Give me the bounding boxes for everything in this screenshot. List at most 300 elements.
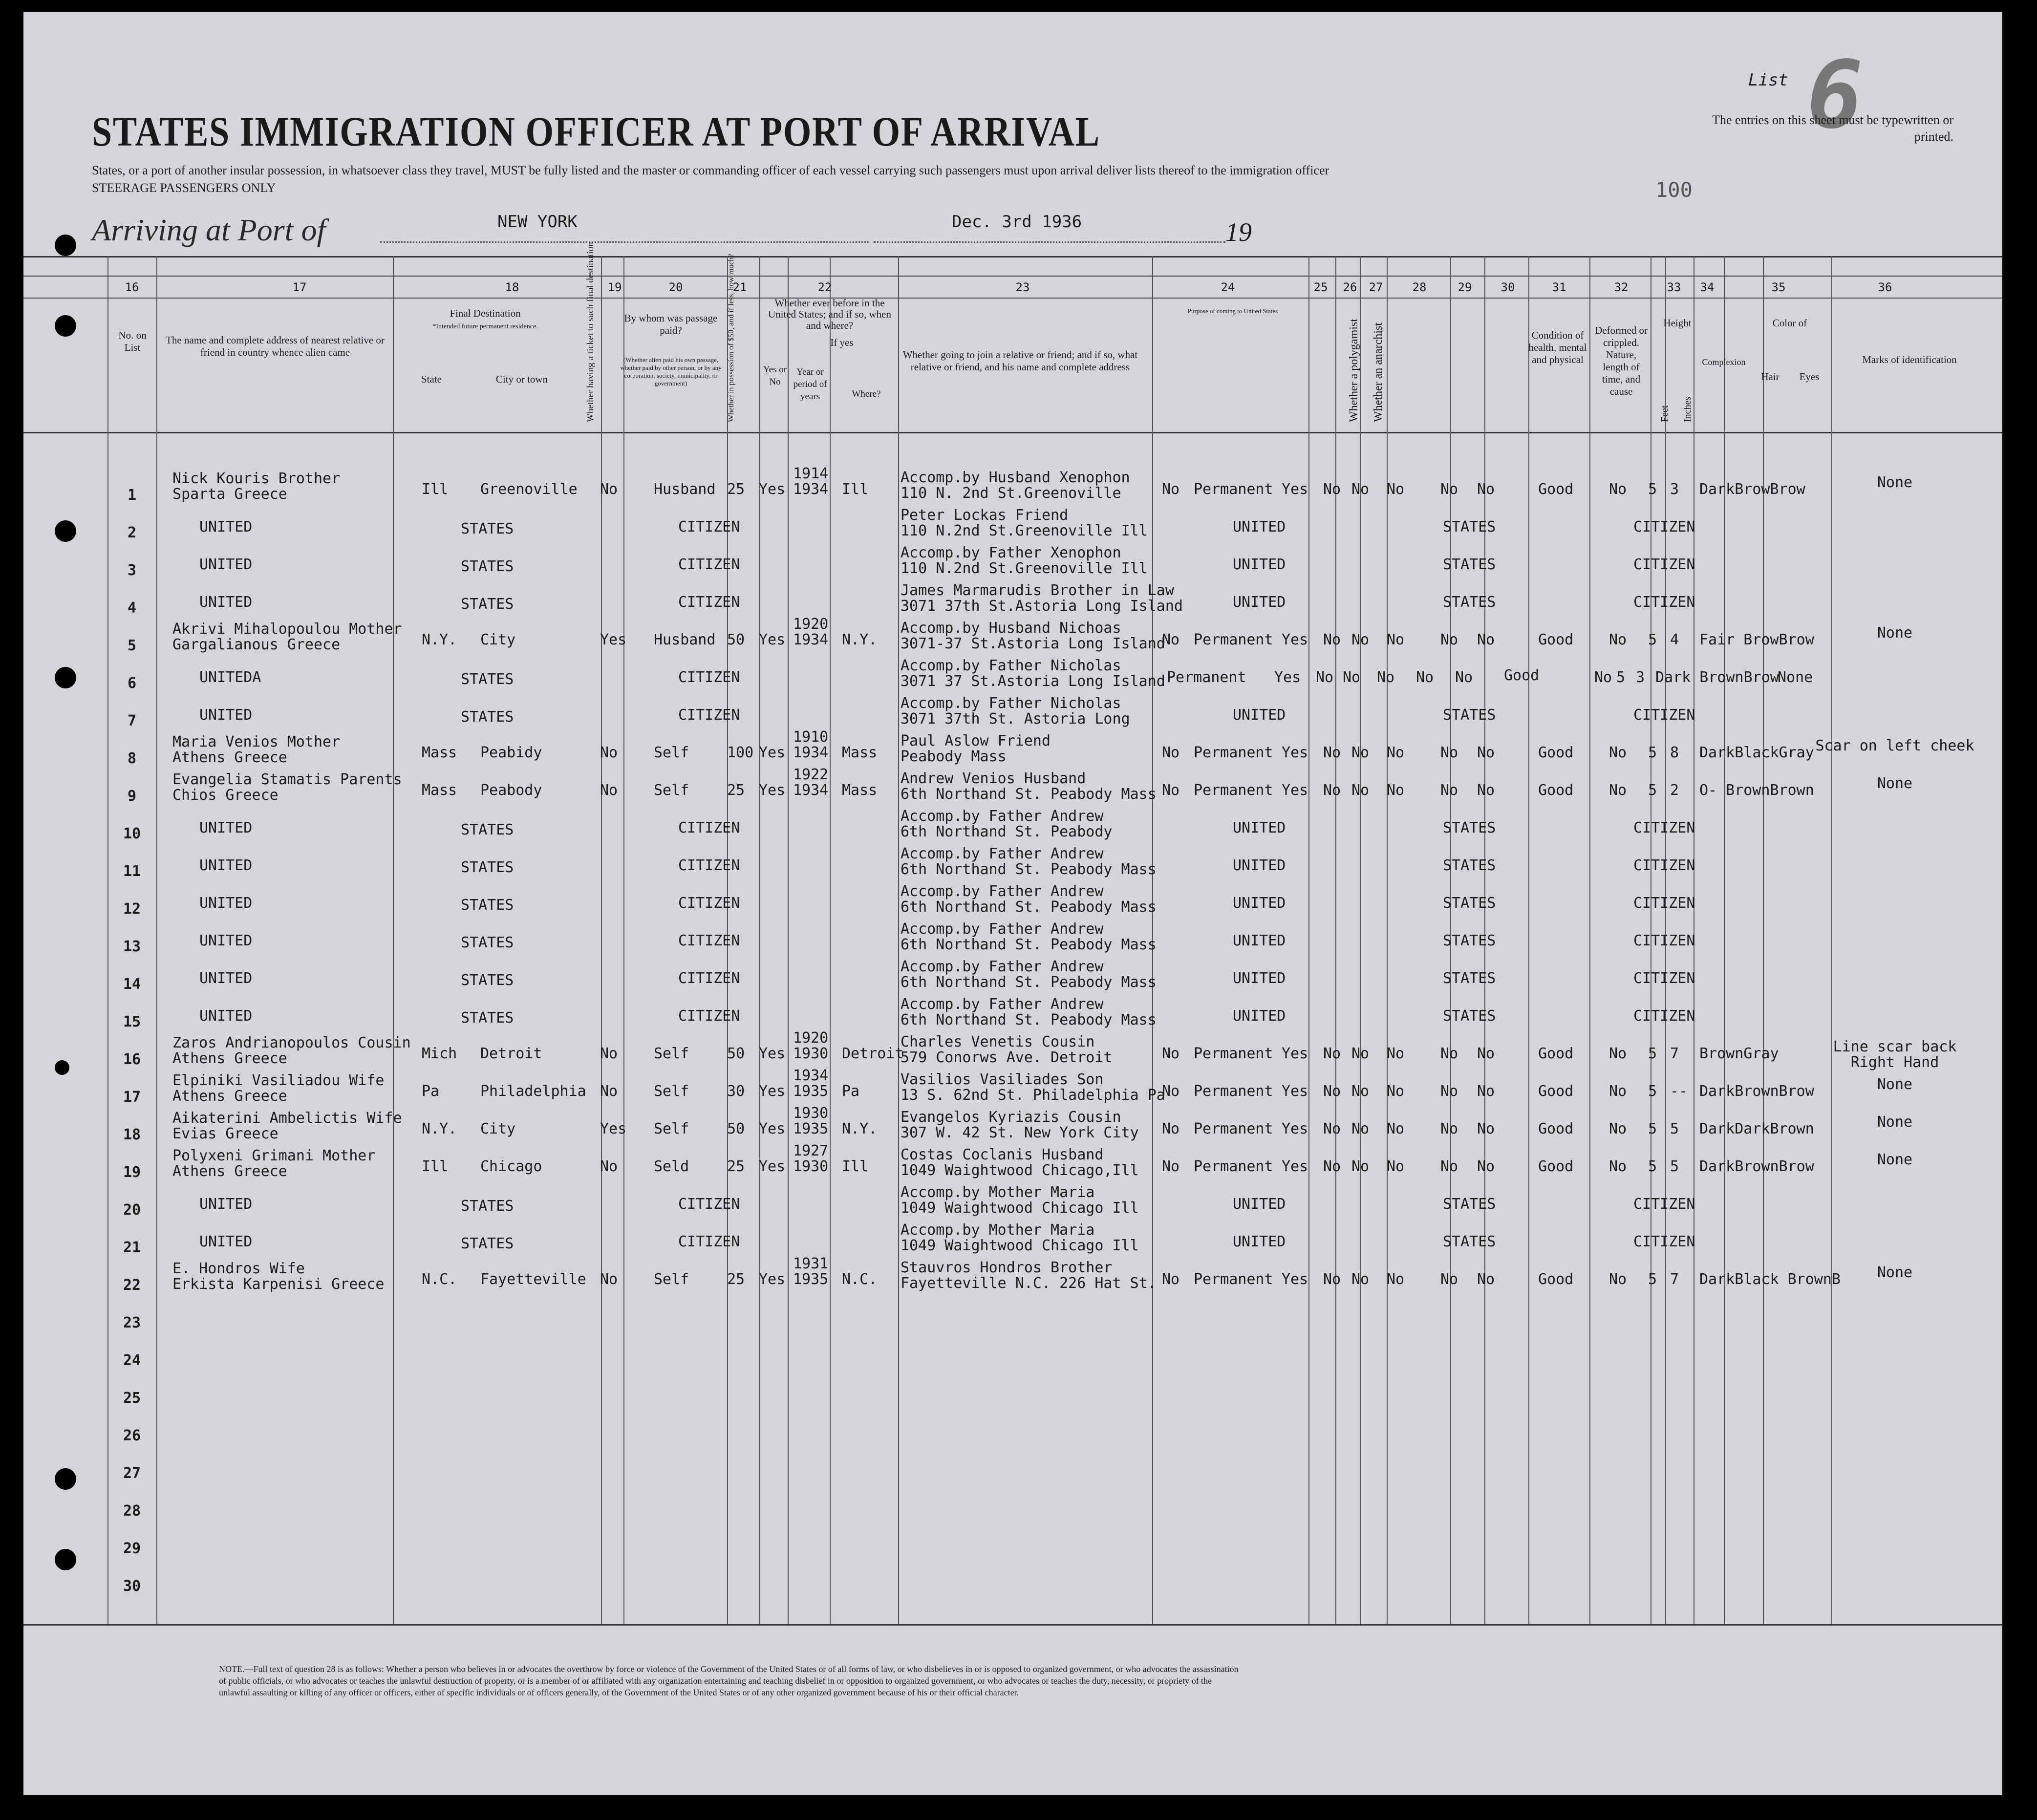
complexion-hair-eyes: DarkBlack BrownB [1699,1271,1841,1288]
citizen-states: STATES [461,558,514,575]
page-title: STATES IMMIGRATION OFFICER AT PORT OF ARRIVAL [92,108,1100,155]
year-to: 1930 [793,1045,829,1062]
year-from: 1930 [793,1105,829,1122]
column-number: 27 [1369,280,1383,294]
deformed-value: No [1609,1158,1627,1175]
join-address: 6th Northand St. Peabody Mass [901,786,1157,803]
before-us-value: Yes [759,1271,786,1288]
join-name: Accomp.by Father Andrew [901,845,1104,862]
citizen-states: STATES [1443,1233,1496,1250]
year-from: 1927 [793,1142,829,1159]
height-inches: 3 [1670,481,1679,498]
hdr-city: City or town [495,373,548,385]
hdr-before-us: Whether ever before in the United States; and if so, when and where? [768,297,891,331]
citizen-citizen: CITIZEN [1633,857,1695,874]
citizen-united: UNITED [199,819,253,836]
relative-address: Chios Greece [172,787,279,804]
column-line [156,256,157,1624]
purpose-value: Permanent [1194,631,1273,648]
join-name: Costas Coclanis Husband [901,1146,1104,1163]
where-value: Mass [842,744,878,761]
row-number: 23 [123,1314,141,1331]
year-from: 1920 [793,1029,829,1047]
column-line [1763,256,1764,1624]
column-number: 31 [1552,280,1566,294]
year-from: 1920 [793,616,829,633]
col26-value: No [1323,744,1341,761]
citizen-citizen: CITIZEN [678,857,740,874]
complexion-hair-eyes: DarkBrownBrow [1699,1083,1814,1100]
citizen-united: UNITED [1233,857,1286,874]
passage-paid-value: Self [654,1120,689,1137]
relative-name: E. Hondros Wife [172,1260,305,1277]
year-from: 1931 [793,1255,829,1272]
col24-no: No [1162,631,1180,648]
relative-address: Athens Greece [172,1088,287,1105]
col24-no: No [1162,1158,1180,1175]
where-value: Pa [842,1083,860,1100]
row-number: 9 [127,788,137,805]
join-address: 3071 37th St. Astoria Long [901,710,1130,728]
condition-value: Good [1538,1120,1574,1137]
col24-no: No [1162,1045,1180,1062]
col30-value: No [1477,782,1495,799]
destination-city: Chicago [480,1158,542,1175]
ticket-value: No [600,1083,618,1100]
citizen-citizen: CITIZEN [678,594,740,611]
relative-name: Nick Kouris Brother [172,470,341,487]
citizen-united: UNITED [199,1196,253,1213]
height-inches: 5 [1670,1120,1679,1137]
column-number: 21 [732,280,747,294]
citizen-citizen: CITIZEN [678,707,740,724]
steerage-label: STEERAGE PASSENGERS ONLY [92,181,276,195]
before-us-value: Yes [759,1045,786,1062]
year-to: 1934 [793,481,829,498]
deformed-value: No [1609,744,1627,761]
citizen-citizen: CITIZEN [1633,594,1695,611]
join-address: 6th Northand St. Peabody Mass [901,899,1157,916]
destination-city: Philadelphia [480,1083,586,1100]
column-line [1387,256,1388,1624]
condition-value: Good [1504,667,1540,684]
citizen-united: UNITED [199,594,253,611]
col30-value: No [1477,1083,1495,1100]
before-us-value: Yes [759,481,786,498]
relative-name: Elpiniki Vasiliadou Wife [172,1072,385,1089]
join-name: Peter Lockas Friend [901,507,1069,524]
join-name: Accomp.by Father Andrew [901,921,1104,938]
col24-no: No [1162,481,1180,498]
col30-value: No [1477,1045,1495,1062]
relative-address: Evias Greece [172,1125,279,1142]
row-number: 29 [123,1540,141,1557]
col29-value: No [1440,782,1458,799]
citizen-citizen: CITIZEN [1633,1196,1695,1213]
column-line [601,256,602,1624]
height-inches: 7 [1670,1045,1679,1062]
col26-value: No [1323,1083,1341,1100]
join-name: Charles Venetis Cousin [901,1033,1095,1050]
col27-value: No [1351,744,1370,761]
deformed-value: No [1609,1120,1627,1137]
ticket-value: No [600,744,618,761]
money-value: 25 [727,782,745,799]
citizen-united: UNITED [1233,970,1286,987]
condition-value: Good [1538,744,1574,761]
hdr-year-period: Year or period of years [793,367,827,402]
row-number: 5 [127,637,137,654]
hdr-hair: Hair [1761,371,1780,383]
height-inches: 4 [1670,631,1679,648]
ticket-value: No [600,1271,618,1288]
citizen-states: STATES [461,859,514,876]
column-number: 30 [1501,280,1515,294]
relative-address: Athens Greece [172,1050,287,1067]
column-number: 29 [1458,280,1472,294]
destination-state: Mich [422,1045,457,1062]
citizen-citizen: CITIZEN [1633,1007,1695,1025]
col30-value: No [1477,1120,1495,1137]
col24-no: No [1162,1120,1180,1137]
col27-value: No [1351,1158,1370,1175]
join-name: Stauvros Hondros Brother [901,1259,1113,1276]
before-us-value: Yes [759,744,786,761]
hdr-ticket: Whether having a ticket to such final destination [585,242,596,422]
relative-name: Polyxeni Grimani Mother [172,1147,376,1164]
condition-value: Good [1538,782,1574,799]
marks-value: None [1877,775,1913,792]
hdr-complexion: Complexion [1702,357,1746,367]
citizen-united: UNITEDA [199,669,261,686]
height-feet: 5 [1648,744,1657,761]
complexion-hair-eyes: BrownGray [1699,1045,1779,1062]
citizen-states: STATES [1443,970,1496,987]
marks-value: None [1877,1151,1913,1168]
header-top-rule [23,256,2002,257]
col26-value: No [1316,669,1334,686]
join-address: 1049 Waightwood Chicago Ill [901,1237,1139,1254]
column-number: 16 [125,280,139,294]
year-to: 1934 [793,631,829,648]
passage-paid-value: Seld [654,1158,689,1175]
column-number: 20 [668,280,683,294]
column-number: 17 [292,280,307,294]
citizen-states: STATES [1443,857,1496,874]
col27-value: No [1351,1083,1370,1100]
join-name: Vasilios Vasiliades Son [901,1071,1104,1088]
citizen-united: UNITED [1233,819,1286,836]
row-number: 17 [123,1089,141,1106]
citizen-united: UNITED [199,932,253,949]
join-name: Accomp.by Husband Nichoas [901,620,1121,637]
binder-hole [55,235,76,256]
passage-paid-value: Self [654,782,689,799]
join-address: 3071 37th St.Astoria Long Island [901,598,1183,615]
citizen-states: STATES [461,671,514,688]
relative-name: Akrivi Mihalopoulou Mother [172,621,402,638]
row-number: 19 [123,1164,141,1181]
join-name: Accomp.by Husband Xenophon [901,469,1130,486]
col25-value: Yes [1282,631,1308,648]
marks-value: None [1877,474,1913,491]
list-number: 6 [1807,41,1863,149]
citizen-united: UNITED [1233,932,1286,949]
row-number: 22 [123,1277,141,1294]
where-value: Ill [842,481,869,498]
binder-hole [55,1468,76,1490]
citizen-citizen: CITIZEN [1633,1233,1695,1250]
passage-paid-value: Self [654,1083,689,1100]
manifest-sheet [23,12,2002,1795]
citizen-states: STATES [1443,707,1496,724]
marks-value: None [1877,1264,1913,1281]
citizen-united: UNITED [199,970,253,987]
citizen-states: STATES [461,1198,514,1215]
money-value: 50 [727,631,745,648]
col25-value: Yes [1282,1045,1308,1062]
marks-value: None [1778,669,1813,686]
col29-value: No [1416,669,1434,686]
col27-value: No [1351,1120,1370,1137]
hdr-purpose: Purpose of coming to United States [1187,307,1278,315]
join-address: 110 N.2nd St.Greenoville Ill [901,560,1148,577]
join-address: 307 W. 42 St. New York City [901,1124,1139,1141]
before-us-value: Yes [759,782,786,799]
before-us-value: Yes [759,631,786,648]
citizen-citizen: CITIZEN [678,518,740,535]
row-number: 28 [123,1502,141,1520]
row-number: 20 [123,1201,141,1219]
page-subtitle: States, or a port of another insular possession, in whatsoever class they travel, MUST be fully listed and the master or commanding officer of each vessel carrying such passengers must upon arrival deliver lists thereof to the immigration officer [92,163,1329,177]
col26-value: No [1323,782,1341,799]
ticket-value: No [600,481,618,498]
col30-value: No [1455,669,1473,686]
purpose-value: Permanent [1194,1271,1273,1288]
join-name: Accomp.by Mother Maria [901,1184,1095,1201]
col24-no: No [1162,1083,1180,1100]
column-line [759,256,760,1624]
height-feet: 5 [1648,631,1657,648]
col28-value: No [1387,1120,1405,1137]
join-name: James Marmarudis Brother in Law [901,582,1174,599]
col30-value: No [1477,481,1495,498]
join-name: Evangelos Kyriazis Cousin [901,1109,1121,1126]
marks-value: Line scar back Right Hand [1833,1038,1957,1071]
deformed-value: No [1609,1083,1627,1100]
join-address: 6th Northand St. Peabody Mass [901,1011,1157,1028]
column-number: 18 [505,280,519,294]
height-inches: -- [1670,1083,1688,1100]
citizen-united: UNITED [199,707,253,724]
col25-value: Yes [1282,1271,1308,1288]
citizen-citizen: CITIZEN [678,970,740,987]
citizen-states: STATES [461,821,514,838]
column-line [830,256,831,1624]
height-feet: 5 [1648,1158,1657,1175]
height-feet: 5 [1648,1083,1657,1100]
condition-value: Good [1538,1083,1574,1100]
row-number: 4 [127,600,137,617]
relative-name: Zaros Andrianopoulos Cousin [172,1034,411,1051]
column-line [623,256,624,1624]
column-line [898,256,899,1624]
citizen-united: UNITED [199,895,253,912]
join-name: Accomp.by Father Andrew [901,883,1104,900]
citizen-states: STATES [1443,518,1496,535]
hdr-condition: Condition of health, mental and physical [1528,329,1587,365]
hdr-final-destination-note: *Intended future permanent residence. [432,323,538,330]
row-number: 15 [123,1013,141,1030]
height-feet: 5 [1648,481,1657,498]
join-name: Accomp.by Father Andrew [901,958,1104,975]
relative-address: Gargalianous Greece [172,636,341,653]
hdr-anarchist: Whether an anarchist [1372,322,1385,422]
destination-state: Pa [422,1083,440,1100]
citizen-united: UNITED [199,1233,253,1250]
money-value: 50 [727,1120,745,1137]
column-line [1831,256,1832,1624]
year-to: 1934 [793,744,829,761]
where-value: N.C. [842,1271,878,1288]
citizen-citizen: CITIZEN [1633,556,1695,573]
citizen-united: UNITED [1233,707,1286,724]
citizen-citizen: CITIZEN [678,1007,740,1025]
col28-value: No [1387,782,1405,799]
column-number: 34 [1700,280,1715,294]
col29-value: No [1440,1120,1458,1137]
year-from: 1914 [793,465,829,482]
year-from: 1910 [793,728,829,746]
join-name: Accomp.by Father Xenophon [901,544,1121,561]
row-number: 27 [123,1465,141,1482]
colnum-bottom-rule [23,298,2002,299]
destination-state: Mass [422,782,457,799]
destination-city: City [480,1120,516,1137]
column-number: 26 [1343,280,1357,294]
citizen-citizen: CITIZEN [1633,932,1695,949]
join-name: Paul Aslow Friend [901,732,1051,749]
year-label: 19 [1225,217,1252,247]
height-feet: 5 [1648,782,1657,799]
citizen-citizen: CITIZEN [678,556,740,573]
hdr-passage-paid: By whom was passage paid? [624,312,718,336]
citizen-states: STATES [1443,594,1496,611]
col28-value: No [1387,1083,1405,1100]
ticket-value: No [600,1158,618,1175]
purpose-value: Permanent [1194,481,1273,498]
row-number: 8 [127,750,137,767]
row-number: 12 [123,900,141,918]
purpose-value: Permanent [1194,1120,1273,1137]
join-address: 579 Conorws Ave. Detroit [901,1049,1113,1066]
col29-value: No [1440,631,1458,648]
relative-address: Erkista Karpenisi Greece [172,1276,385,1293]
port-value: NEW YORK [497,212,578,232]
before-us-value: Yes [759,1083,786,1100]
binder-hole [55,1549,76,1570]
year-from: 1934 [793,1067,829,1084]
citizen-united: UNITED [199,518,253,535]
passage-paid-value: Husband [654,481,716,498]
height-feet: 5 [1616,669,1626,686]
marks-value: None [1877,1113,1913,1131]
where-value: Ill [842,1158,869,1175]
hdr-joining: Whether going to join a relative or friend; and if so, what relative or friend, and his name and complete address [902,349,1138,373]
year-to: 1930 [793,1158,829,1175]
citizen-citizen: CITIZEN [678,932,740,949]
deformed-value: No [1609,481,1627,498]
col27-value: No [1351,1045,1370,1062]
citizen-states: STATES [461,708,514,726]
join-name: Accomp.by Father Nicholas [901,695,1121,712]
col29-value: No [1440,1045,1458,1062]
column-line [1308,256,1309,1624]
purpose-value: Permanent [1194,1083,1273,1100]
col26-value: No [1323,1120,1341,1137]
typewritten-note: The entries on this sheet must be typewritten or printed. [1712,113,1953,144]
citizen-citizen: CITIZEN [678,819,740,836]
condition-value: Good [1538,1158,1574,1175]
money-value: 25 [727,1158,745,1175]
citizen-citizen: CITIZEN [678,895,740,912]
hdr-inches: Inches [1682,396,1693,422]
col27-value: No [1351,631,1370,648]
hdr-no-on-list: No. on List [118,329,147,353]
hdr-passage-note: (Whether alien paid his own passage, whether paid by other person, or by any corporation, society, municipality, or government) [620,356,722,387]
relative-name: Aikaterini Ambelictis Wife [172,1110,402,1127]
citizen-states: STATES [461,934,514,951]
destination-city: Greenoville [480,481,578,498]
col26-value: No [1323,481,1341,498]
condition-value: Good [1538,631,1574,648]
hdr-height: Height [1663,317,1692,329]
column-number: 28 [1412,280,1427,294]
citizen-citizen: CITIZEN [678,1196,740,1213]
column-line [1335,256,1336,1624]
citizen-states: STATES [461,520,514,537]
column-line [393,256,394,1624]
deformed-value: No [1609,782,1627,799]
row-number: 30 [123,1578,141,1595]
citizen-states: STATES [1443,1196,1496,1213]
join-address: 13 S. 62nd St. Philadelphia Pa [901,1087,1165,1104]
col29-value: No [1440,744,1458,761]
date-value: Dec. 3rd 1936 [952,212,1082,232]
citizen-states: STATES [1443,932,1496,949]
join-address: 3071-37 St.Astoria Long Island [901,635,1165,652]
hdr-marks: Marks of identification [1862,354,1957,365]
height-inches: 8 [1670,744,1679,761]
hdr-deformed: Deformed or crippled. Nature, length of time, and cause [1595,324,1648,397]
citizen-citizen: CITIZEN [1633,819,1695,836]
binder-hole [55,1060,69,1075]
complexion-hair-eyes: DarkBrownBrow [1699,1158,1814,1175]
col26-value: No [1323,1045,1341,1062]
marks-value: None [1877,624,1913,642]
colnum-rule [23,276,2002,277]
col26-value: No [1323,1158,1341,1175]
relative-address: Athens Greece [172,749,287,766]
citizen-united: UNITED [1233,556,1286,573]
purpose-value: Permanent [1167,669,1246,686]
row-number: 7 [127,712,137,729]
column-number: 33 [1667,280,1681,294]
join-address: Fayetteville N.C. 226 Hat St. [901,1275,1157,1292]
citizen-states: STATES [461,1235,514,1252]
complexion-hair-eyes: Fair BrowBrow [1699,631,1814,648]
where-value: Mass [842,782,878,799]
